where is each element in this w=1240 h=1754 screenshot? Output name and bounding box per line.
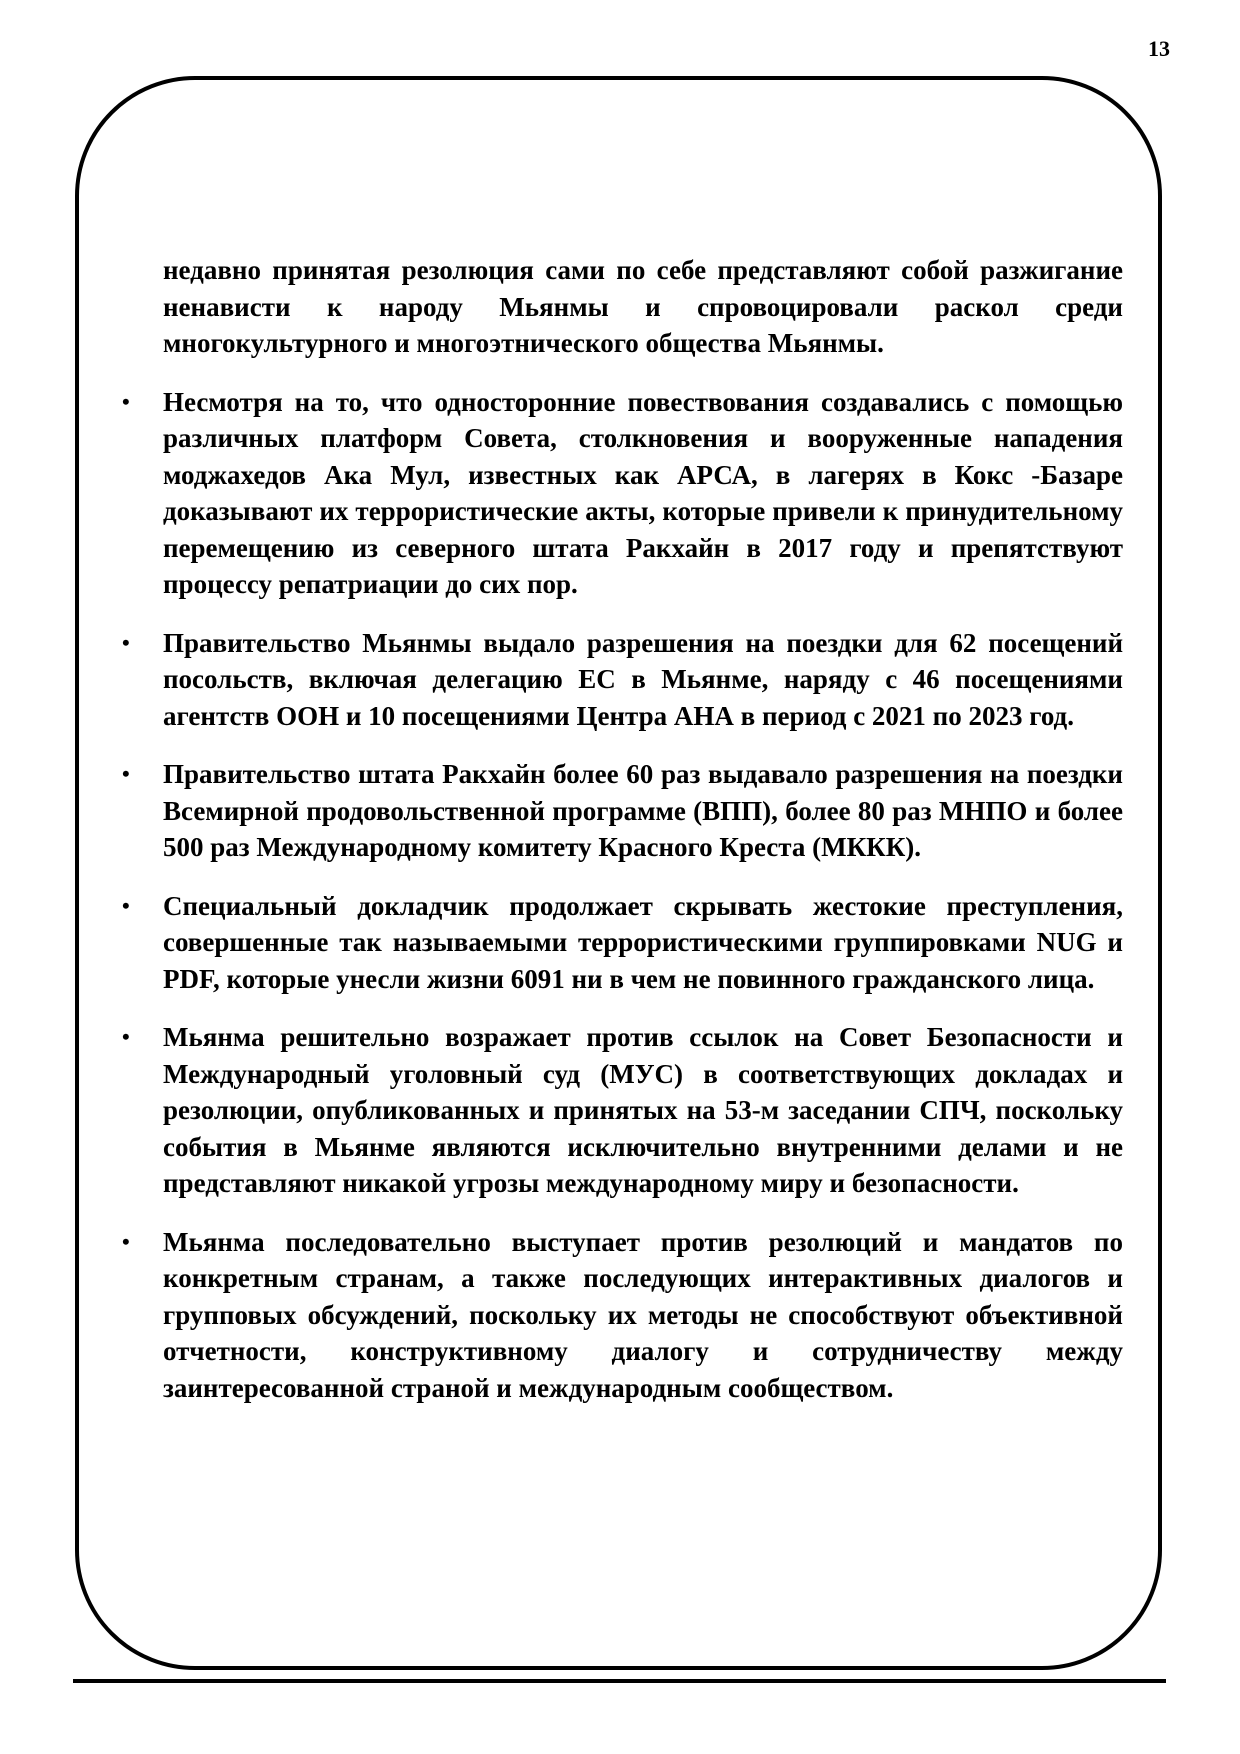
bullet-text: Мьянма решительно возражает против ссылок на Совет Безопасности и Международный уголовный суд (МУС) в соответствующих докладах и резолюции, опубликованных и принятых на 53-м заседании СПЧ, поскольку события в Мьянме являются исключительно внутренними делами и не представляют никакой угрозы международному миру и безопасности. xyxy=(163,1022,1123,1198)
document-body xyxy=(122,252,1123,1428)
bullet-icon: • xyxy=(122,1024,130,1049)
bullet-icon: • xyxy=(122,761,130,786)
bullet-text: Несмотря на то, что односторонние повествования создавались с помощью различных платформ Совета, столкновения и вооруженные нападения моджахедов Ака Мул, известных как АРСА, в лагерях в Кокс -Базаре доказывают их террористические акты, которые привели к принудительному перемещению из северного штата Ракхайн в 2017 году и препятствуют процессу репатриации до сих пор. xyxy=(163,386,1123,599)
bullet-item xyxy=(122,756,1123,866)
bullet-item xyxy=(122,1224,1123,1407)
bullet-item xyxy=(122,888,1123,998)
footer-rule xyxy=(73,1679,1166,1683)
bullet-icon: • xyxy=(122,1228,130,1254)
bullet-icon: • xyxy=(122,388,130,414)
bullet-icon: • xyxy=(122,629,130,655)
bullet-list xyxy=(122,384,1123,1407)
bullet-text: Правительство Мьянмы выдало разрешения на поездки для 62 посещений посольств, включая делегацию ЕС в Мьянме, наряду с 46 посещениями агентств ООН и 10 посещениями Центра АНА в период с 2021 по 2023 год. xyxy=(163,627,1123,731)
lead-paragraph: недавно принятая резолюция сами по себе представляют собой разжигание ненависти к народу Мьянмы и спровоцировали раскол среди многокультурного и многоэтнического общества Мьянмы. xyxy=(163,255,1123,358)
page-number: 13 xyxy=(1148,36,1170,61)
bullet-text: Специальный докладчик продолжает скрывать жестокие преступления, совершенные так называемыми террористическими группировками NUG и PDF, которые унесли жизни 6091 ни в чем не повинного гражданского лица. xyxy=(163,890,1123,994)
bullet-item xyxy=(122,1019,1123,1202)
bullet-item xyxy=(122,384,1123,603)
bullet-item xyxy=(122,625,1123,735)
bullet-icon: • xyxy=(122,892,130,918)
bullet-text: Мьянма последовательно выступает против резолюций и мандатов по конкретным странам, а также последующих интерактивных диалогов и групповых обсуждений, поскольку их методы не способствуют объективной отчетности, конструктивному диалогу и сотрудничеству между заинтересованной страной и международным сообществом. xyxy=(163,1226,1123,1403)
bullet-text: Правительство штата Ракхайн более 60 раз выдавало разрешения на поездки Всемирной продовольственной программе (ВПП), более 80 раз МНПО и более 500 раз Международному комитету Красного Креста (МККК). xyxy=(163,759,1123,862)
